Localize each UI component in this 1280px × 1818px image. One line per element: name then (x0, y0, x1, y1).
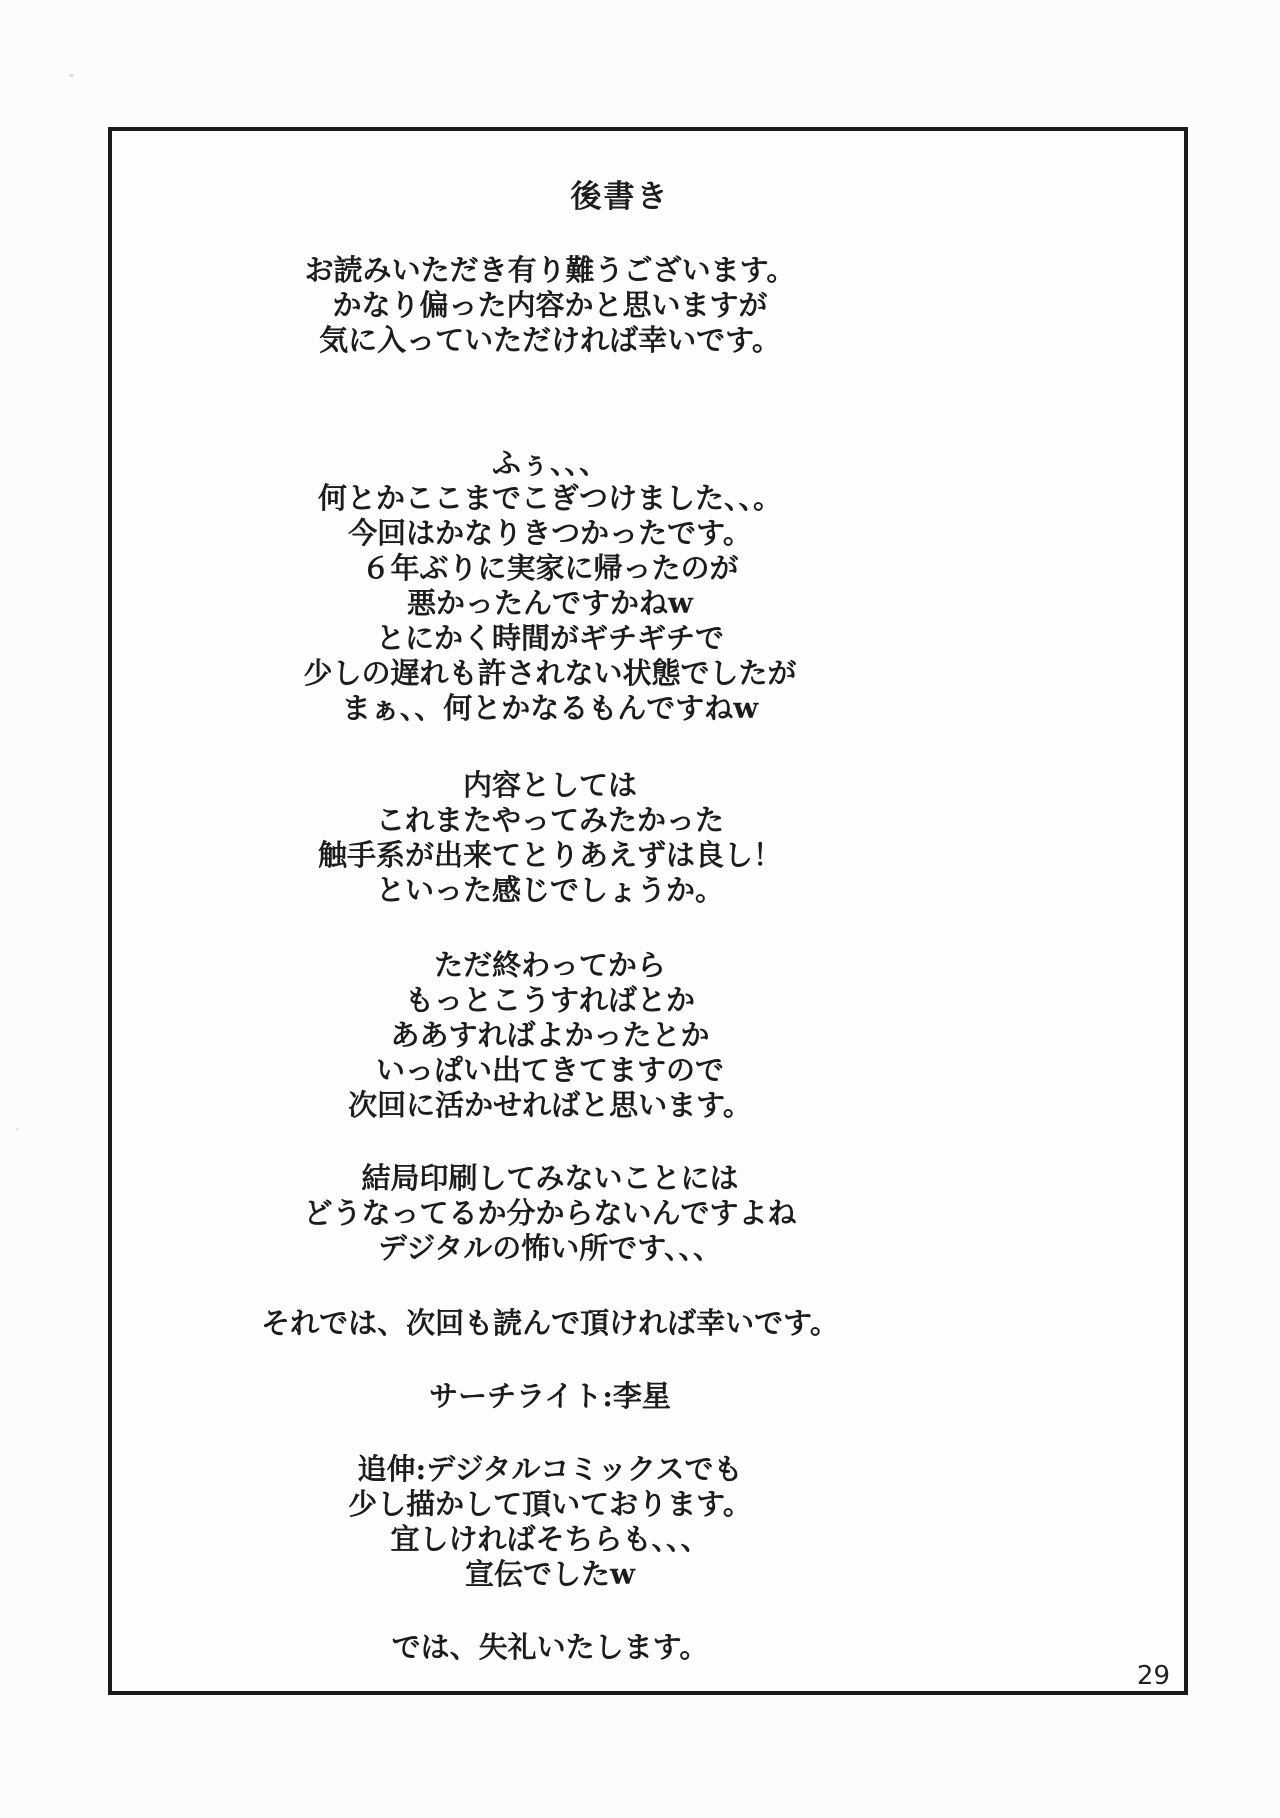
text-line: 宜しければそちらも、、、 (390, 1522, 710, 1556)
afterword-text-column (112, 253, 1184, 1665)
text-line: ただ終わってから (434, 948, 666, 982)
afterword-paragraph-reflection (112, 948, 988, 1123)
text-line: 内容としては (462, 768, 637, 802)
text-line: 今回はかなりきつかったです。 (348, 516, 752, 550)
author-signature: サーチライト:李星 (429, 1379, 671, 1413)
afterword-postscript (112, 1452, 988, 1592)
afterword-paragraph-content (112, 768, 988, 908)
text-line: それでは、次回も読んで頂ければ幸いです。 (261, 1306, 839, 1340)
page-number: 29 (1136, 1661, 1170, 1691)
text-line: ふぅ、、、 (491, 446, 608, 480)
text-line: これまたやってみたかった (375, 803, 724, 837)
page-frame (108, 127, 1188, 1695)
text-line: 悪かったんですかねw (407, 586, 693, 620)
scan-speck (16, 1128, 19, 1131)
afterword-paragraph-thanks (112, 253, 988, 358)
title-row (112, 179, 1184, 215)
page-title: 後書き (570, 179, 670, 215)
text-line: では、失礼いたします。 (391, 1630, 709, 1664)
text-line: かなり偏った内容かと思いますが (332, 288, 768, 322)
text-line: お読みいただき有り難うございます。 (304, 253, 796, 287)
text-line: もっとこうすればとか (404, 983, 695, 1017)
afterword-signature (112, 1379, 988, 1414)
text-line: 追伸:デジタルコミックスでも (357, 1452, 743, 1486)
text-line: ６年ぶりに実家に帰ったのが (361, 551, 739, 585)
scan-speck (69, 74, 74, 77)
afterword-paragraph-closing (112, 1306, 988, 1341)
text-line: 宣伝でしたw (465, 1557, 635, 1591)
text-line: といった感じでしょうか。 (375, 873, 724, 907)
afterword-paragraph-printing (112, 1161, 988, 1266)
afterword-paragraph-production (112, 446, 988, 726)
text-line: まぁ、、何とかなるもんですねw (341, 691, 759, 725)
text-line: デジタルの怖い所です、、、 (378, 1231, 722, 1265)
text-line: 少し描かして頂いております。 (348, 1487, 752, 1521)
afterword-farewell (112, 1630, 988, 1665)
text-line: 触手系が出来てとりあえずは良し！ (317, 838, 782, 872)
text-line: 少しの遅れも許されない状態でしたが (303, 656, 797, 690)
text-line: いっぱい出てきてますので (375, 1053, 724, 1087)
text-line: 気に入っていただければ幸いです。 (319, 323, 781, 357)
text-line: 何とかここまでこぎつけました、、。 (317, 481, 782, 515)
text-line: とにかく時間がギチギチで (375, 621, 724, 655)
text-line: どうなってるか分からないんですよね (303, 1196, 797, 1230)
text-line: ああすればよかったとか (390, 1018, 710, 1052)
text-line: 次回に活かせればと思います。 (348, 1088, 752, 1122)
text-line: 結局印刷してみないことには (361, 1161, 739, 1195)
